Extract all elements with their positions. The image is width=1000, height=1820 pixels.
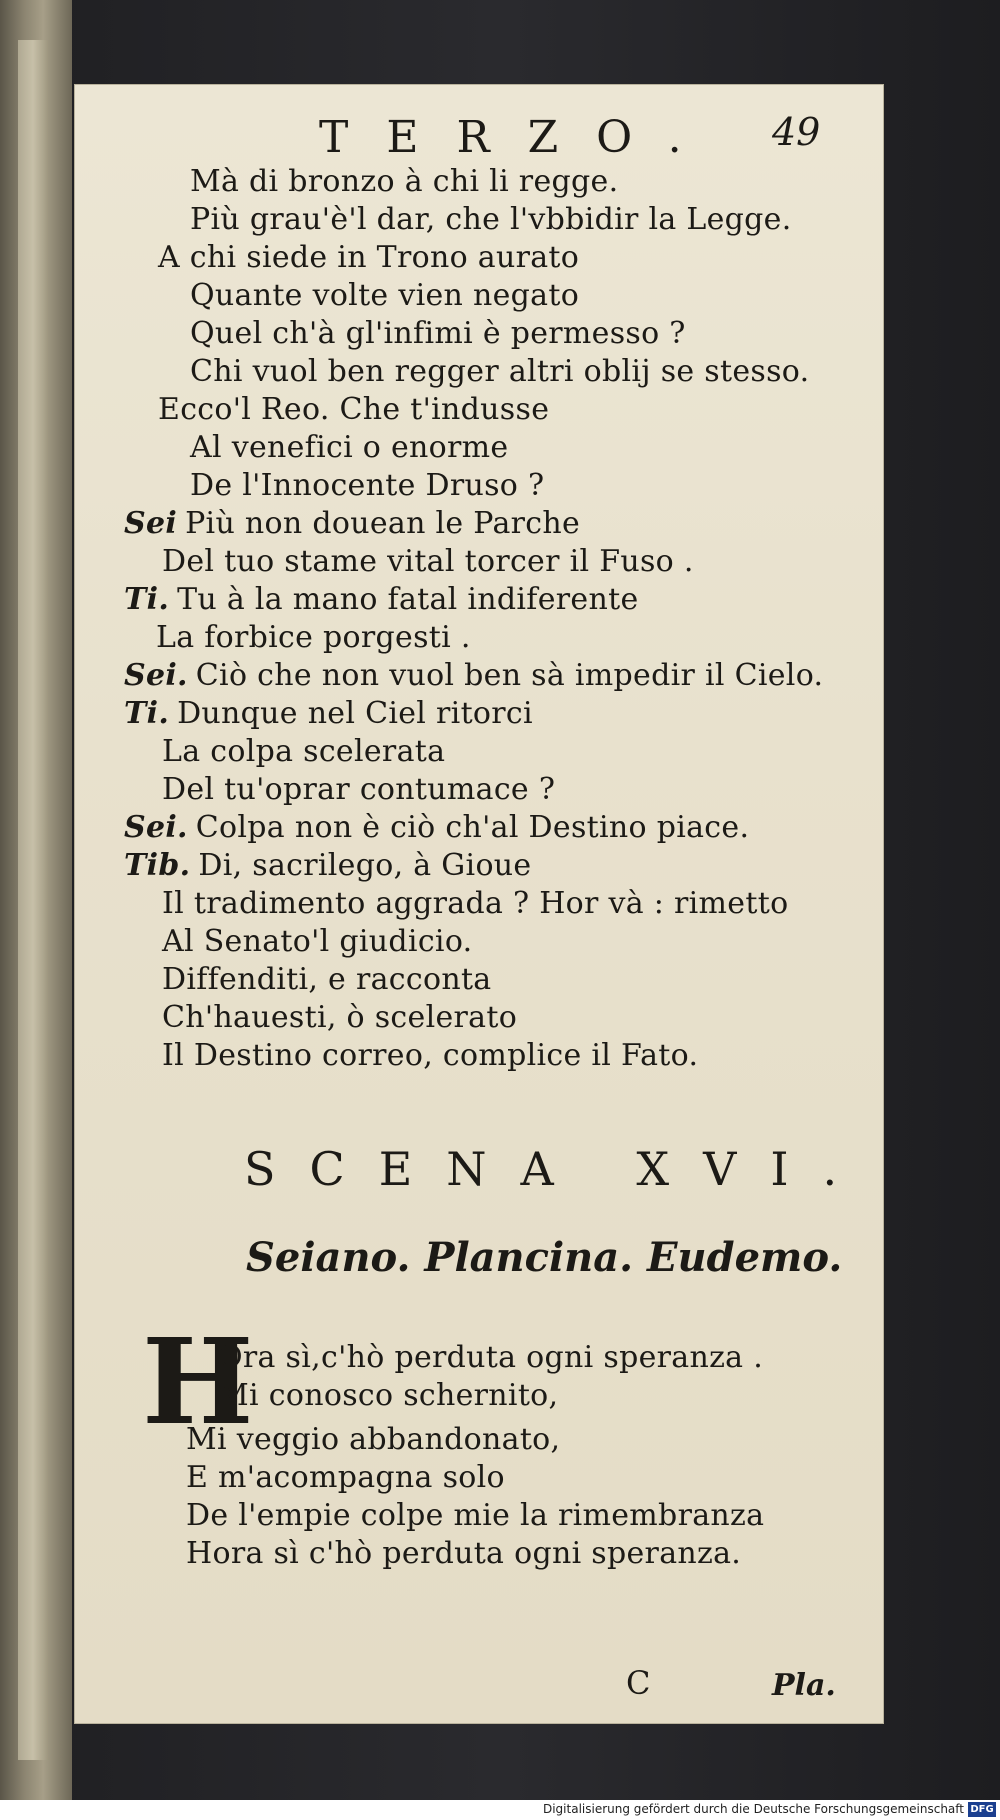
dfg-logo: DFG <box>968 1802 996 1817</box>
catchword: Pla. <box>772 1668 836 1703</box>
verse-line: Più grau'è'l dar, che l'vbbidir la Legge. <box>190 202 792 237</box>
verse-line: Ora sì,c'hò perduta ogni speranza . <box>218 1340 764 1375</box>
verse-line: De l'empie colpe mie la rimembranza <box>186 1498 765 1533</box>
verse-line: Mi conosco schernito, <box>218 1378 559 1413</box>
verse-line: Quante volte vien negato <box>190 278 580 313</box>
speaker-label: Tib. <box>124 848 191 883</box>
verse-line: Ti. Tu à la mano fatal indiferente <box>124 582 639 617</box>
verse-line: Del tu'oprar contumace ? <box>162 772 556 807</box>
signature-mark: C <box>626 1664 651 1702</box>
verse-line: Ch'hauesti, ò scelerato <box>162 1000 518 1035</box>
verse-line: A chi siede in Trono aurato <box>158 240 580 275</box>
footer-credit: Digitalisierung gefördert durch die Deutsche Forschungsgemeinschaft <box>542 1802 964 1816</box>
verse-line: Ecco'l Reo. Che t'indusse <box>158 392 550 427</box>
book-spine <box>0 0 72 1800</box>
spine-edge <box>18 40 48 1760</box>
verse-line: La forbice porgesti . <box>156 620 471 655</box>
digitization-footer <box>0 1800 1000 1820</box>
verse-line: Il tradimento aggrada ? Hor và : rimetto <box>162 886 789 921</box>
scene-characters: Seiano. Plancina. Eudemo. <box>246 1234 843 1281</box>
verse-line: E m'acompagna solo <box>186 1460 505 1495</box>
verse-line: Mi veggio abbandonato, <box>186 1422 561 1457</box>
verse-line: Ti. Dunque nel Ciel ritorci <box>124 696 533 731</box>
verse-line: Hora sì c'hò perduta ogni speranza. <box>186 1536 742 1571</box>
verse-line: Chi vuol ben regger altri oblij se stesso. <box>190 354 810 389</box>
verse-line: Sei Più non douean le Parche <box>124 506 581 541</box>
verse-line: La colpa scelerata <box>162 734 446 769</box>
verse-line: Diffenditi, e racconta <box>162 962 492 997</box>
verse-line: De l'Innocente Druso ? <box>190 468 545 503</box>
page-number: 49 <box>772 110 821 154</box>
verse-line: Al venefici o enorme <box>190 430 509 465</box>
verse-line: Quel ch'à gl'infimi è permesso ? <box>190 316 686 351</box>
verse-line: Al Senato'l giudicio. <box>162 924 473 959</box>
verse-line: Del tuo stame vital torcer il Fuso . <box>162 544 694 579</box>
verse-line: Sei. Ciò che non vuol ben sà impedir il Cielo. <box>124 658 824 693</box>
speaker-label: Sei <box>124 506 178 541</box>
speaker-label: Ti. <box>124 696 170 731</box>
verse-line: Mà di bronzo à chi li regge. <box>190 164 619 199</box>
verse-line: Il Destino correo, complice il Fato. <box>162 1038 699 1073</box>
book-page <box>74 84 884 1724</box>
verse-line: Tib. Di, sacrilego, à Gioue <box>124 848 532 883</box>
speaker-label: Sei. <box>124 810 188 845</box>
verse-line: Sei. Colpa non è ciò ch'al Destino piace. <box>124 810 750 845</box>
running-header: TERZO. <box>319 112 720 163</box>
scene-heading: SCENA XVI. <box>244 1142 872 1196</box>
drop-cap: H <box>142 1312 254 1451</box>
speaker-label: Ti. <box>124 582 170 617</box>
speaker-label: Sei. <box>124 658 188 693</box>
